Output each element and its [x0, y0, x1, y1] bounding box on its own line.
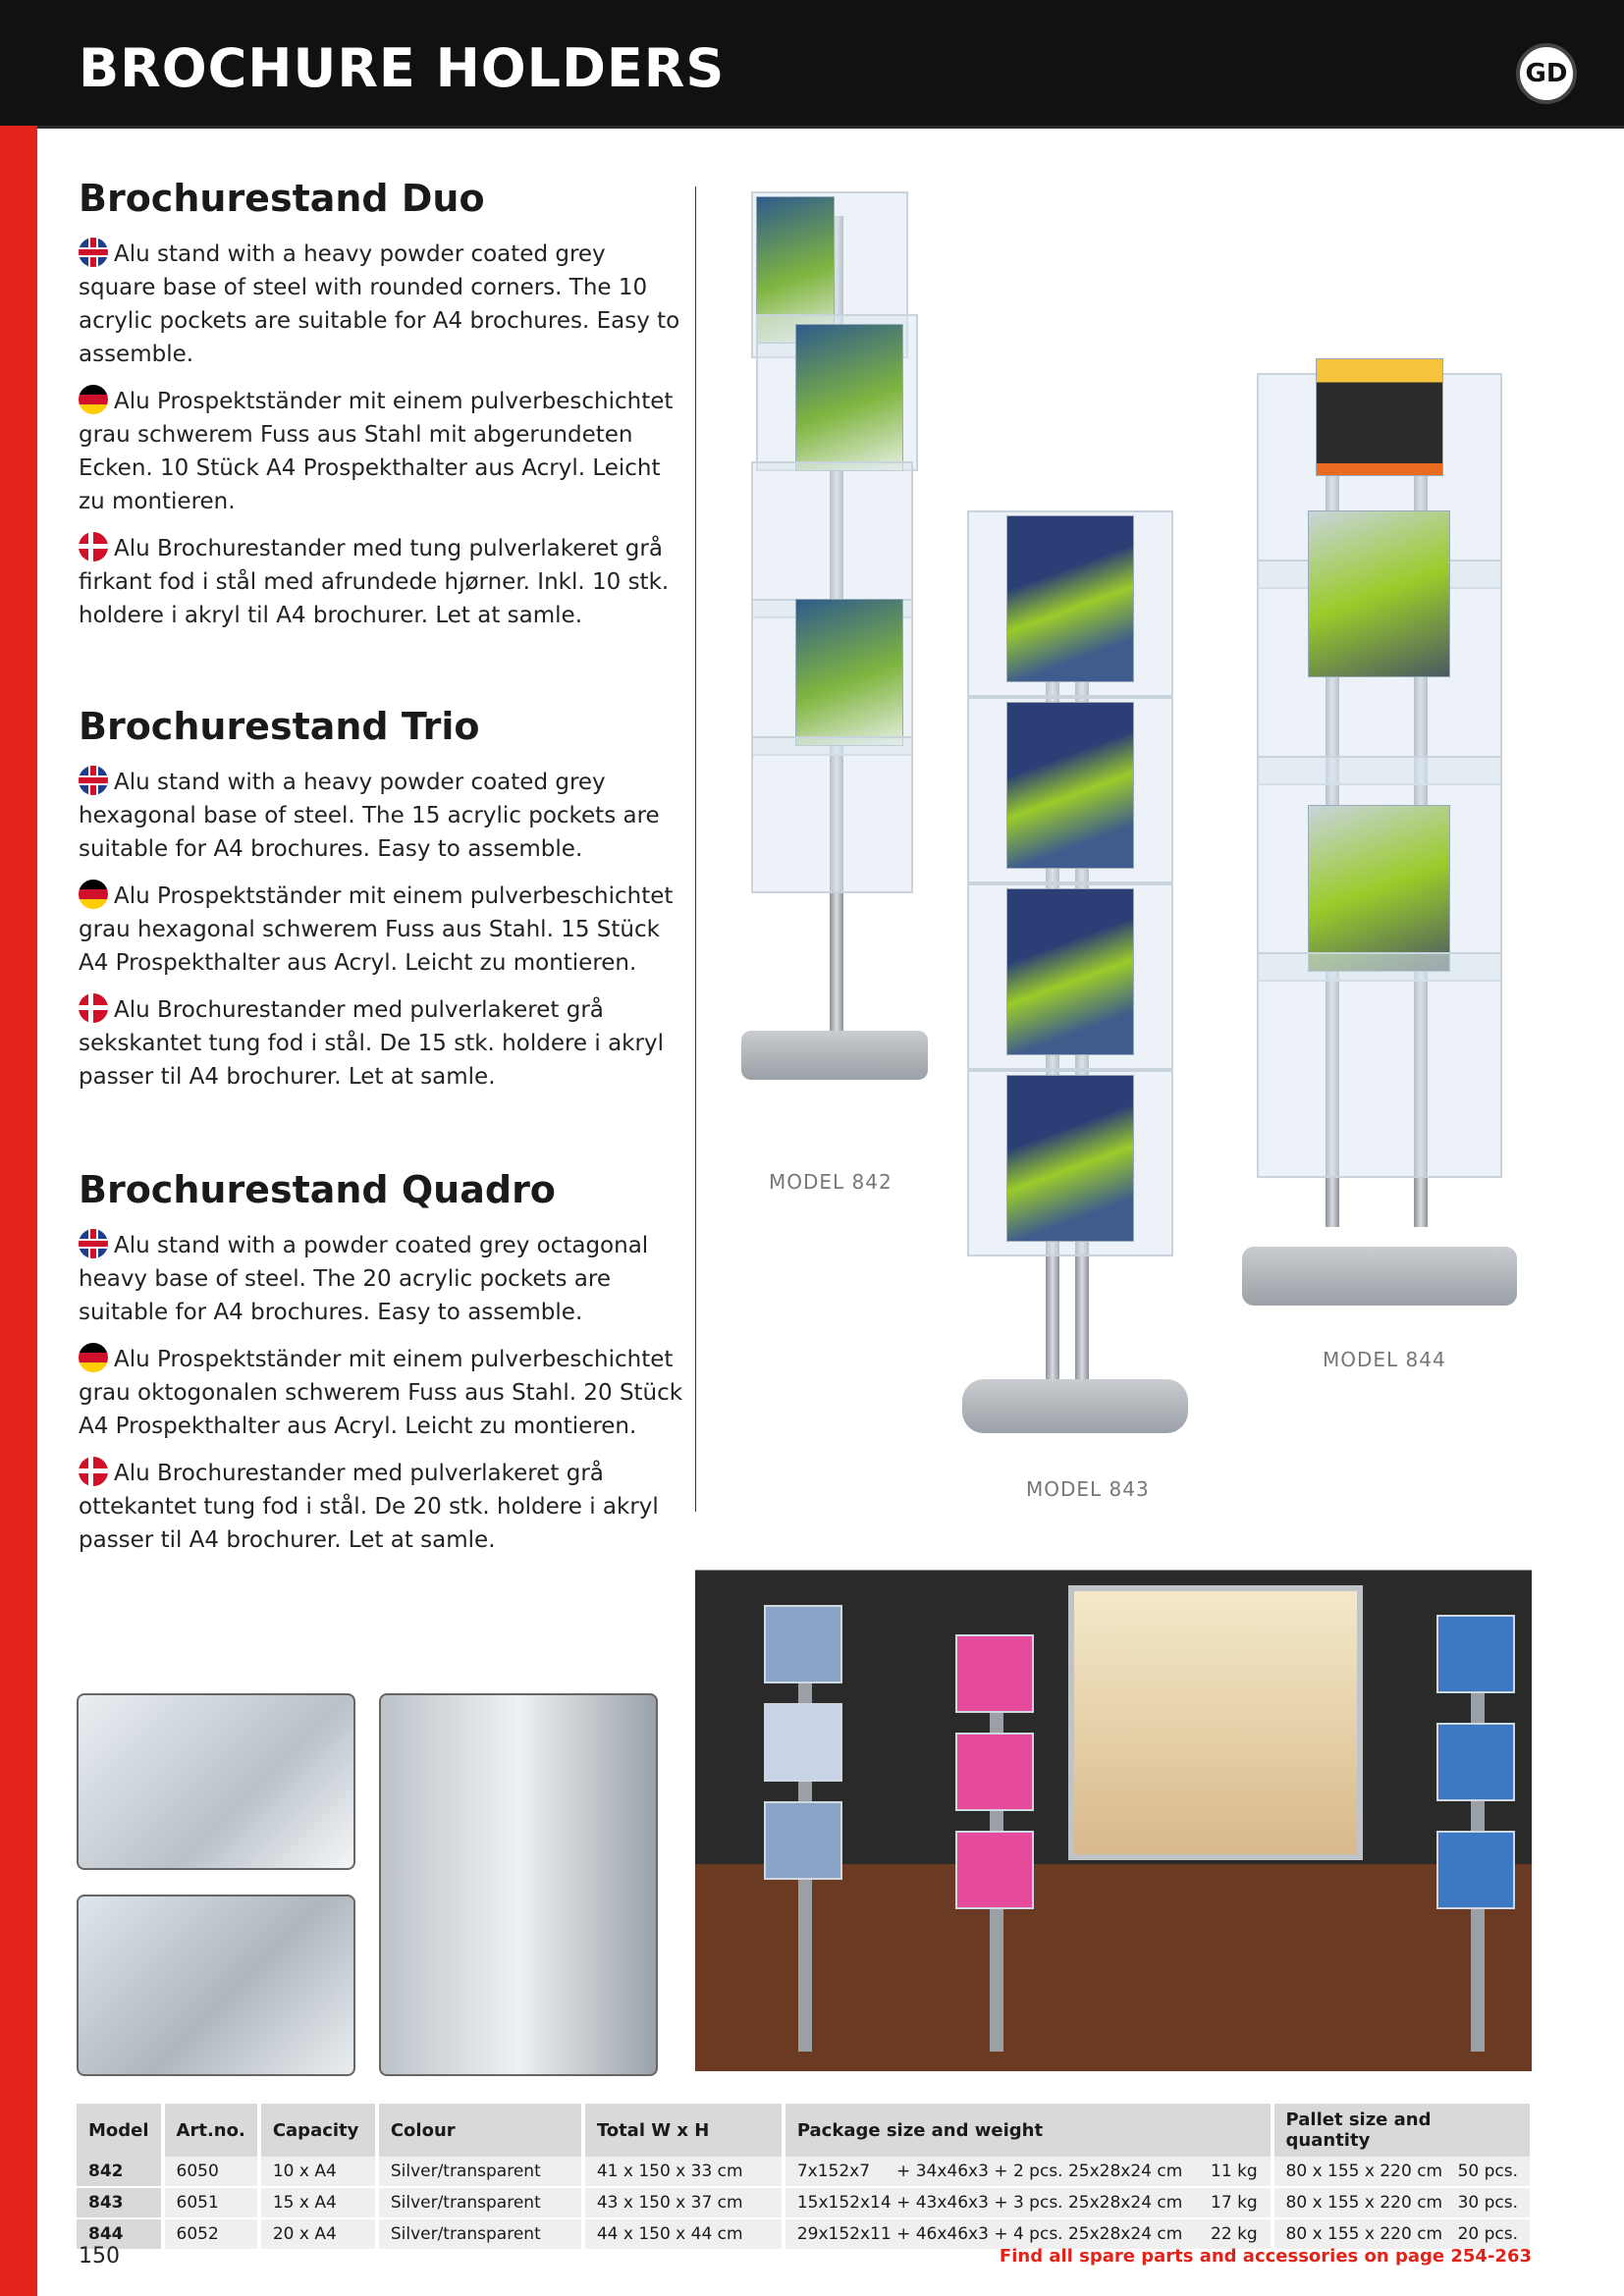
- cell-art-no: 6051: [163, 2187, 259, 2218]
- section-title: Brochurestand Trio: [79, 705, 480, 748]
- section-quadro: [79, 1168, 687, 1571]
- text-content: Alu stand with a heavy powder coated grey square base of steel with rounded corners. The 10 acrylic pockets are suitable for A4 brochures. Easy to assemble.: [79, 241, 680, 367]
- model-label-842: MODEL 842: [769, 1170, 893, 1194]
- header-total: Total W x H: [583, 2104, 784, 2157]
- header-colour: Colour: [377, 2104, 583, 2157]
- text-danish: [79, 1457, 687, 1557]
- store-window: [1068, 1585, 1363, 1860]
- text-content: Alu Brochurestander med tung pulverlakeret grå firkant fod i stål med afrundede hjørner. Inkl. 10 stk. holdere i akryl til A4 brochurer. Let at samle.: [79, 536, 670, 628]
- cell-weight: 17 kg: [1199, 2187, 1272, 2218]
- cell-colour: Silver/transparent: [377, 2187, 583, 2218]
- spare-parts-note: Find all spare parts and accessories on page 254-263: [999, 2246, 1532, 2267]
- pallet-size: 80 x 155 x 220 cm: [1285, 2224, 1443, 2244]
- page-header: [0, 0, 1624, 129]
- danish-flag-icon: [79, 993, 108, 1023]
- product-image-843: [962, 491, 1188, 1453]
- cell-total: 44 x 150 x 44 cm: [583, 2218, 784, 2250]
- product-image-844: [1237, 353, 1522, 1315]
- header-model: Model: [77, 2104, 163, 2157]
- cell-colour: Silver/transparent: [377, 2218, 583, 2250]
- cell-package: 15x152x14 + 43x46x3 + 3 pcs. 25x28x24 cm: [784, 2187, 1199, 2218]
- model-label-844: MODEL 844: [1323, 1348, 1446, 1371]
- german-flag-icon: [79, 1343, 108, 1372]
- text-content: Alu stand with a heavy powder coated grey hexagonal base of steel. The 15 acrylic pockets are suitable for A4 brochures. Easy to assemble.: [79, 770, 660, 862]
- cell-capacity: 10 x A4: [259, 2157, 377, 2187]
- text-content: Alu Prospektständer mit einem pulverbeschichtet grau schwerem Fuss aus Stahl mit abgerundeten Ecken. 10 Stück A4 Prospekthalter aus Acryl. Leicht zu montieren.: [79, 389, 674, 514]
- cell-model: 842: [77, 2157, 163, 2187]
- text-english: [79, 1229, 687, 1329]
- german-flag-icon: [79, 385, 108, 414]
- cell-art-no: 6052: [163, 2218, 259, 2250]
- table-row: [77, 2187, 1532, 2218]
- header-capacity: Capacity: [259, 2104, 377, 2157]
- cell-model: 844: [77, 2218, 163, 2250]
- german-flag-icon: [79, 880, 108, 909]
- text-english: [79, 238, 687, 371]
- brand-logo: [1516, 43, 1577, 104]
- danish-flag-icon: [79, 1457, 108, 1486]
- product-image-842: [727, 187, 943, 1099]
- cell-model: 843: [77, 2187, 163, 2218]
- store-scene-photo: [695, 1526, 1532, 2071]
- cell-package: 7x152x7 + 34x46x3 + 2 pcs. 25x28x24 cm: [784, 2157, 1199, 2187]
- section-trio: [79, 705, 687, 1107]
- logo-text: GD: [1525, 59, 1568, 88]
- detail-photo-clamp: [379, 1693, 658, 2076]
- pallet-size: 80 x 155 x 220 cm: [1285, 2162, 1443, 2181]
- header-pallet: Pallet size and quantity: [1272, 2104, 1532, 2157]
- cell-total: 41 x 150 x 33 cm: [583, 2157, 784, 2187]
- cell-weight: 22 kg: [1199, 2218, 1272, 2250]
- text-danish: [79, 993, 687, 1094]
- cell-art-no: 6050: [163, 2157, 259, 2187]
- text-content: Alu Brochurestander med pulverlakeret grå ottekantet tung fod i stål. De 20 stk. holdere i akryl passer til A4 brochurer. Let at samle.: [79, 1461, 659, 1553]
- uk-flag-icon: [79, 766, 108, 795]
- uk-flag-icon: [79, 1229, 108, 1258]
- column-divider: [695, 187, 696, 1512]
- text-content: Alu stand with a powder coated grey octagonal heavy base of steel. The 20 acrylic pockets are suitable for A4 brochures. Easy to assemble.: [79, 1233, 649, 1325]
- text-danish: [79, 532, 687, 632]
- section-title: Brochurestand Duo: [79, 177, 485, 220]
- header-package: Package size and weight: [784, 2104, 1272, 2157]
- cell-pallet: [1272, 2157, 1532, 2187]
- detail-photo-pocket: [77, 1895, 355, 2076]
- text-english: [79, 766, 687, 866]
- text-german: [79, 1343, 687, 1443]
- model-label-843: MODEL 843: [1026, 1477, 1150, 1501]
- text-content: Alu Brochurestander med pulverlakeret grå sekskantet tung fod i stål. De 15 stk. holdere i akryl passer til A4 brochurer. Let at samle.: [79, 997, 664, 1090]
- specification-table: [77, 2104, 1534, 2251]
- cell-colour: Silver/transparent: [377, 2157, 583, 2187]
- side-accent-bar: [0, 126, 37, 2296]
- pallet-qty: 50 pcs.: [1457, 2162, 1518, 2181]
- pallet-size: 80 x 155 x 220 cm: [1285, 2193, 1443, 2213]
- detail-photo-base: [77, 1693, 355, 1870]
- section-duo: [79, 177, 687, 646]
- text-content: Alu Prospektständer mit einem pulverbeschichtet grau oktogonalen schwerem Fuss aus Stahl. 20 Stück A4 Prospekthalter aus Acryl. Leicht zu montieren.: [79, 1347, 683, 1439]
- page-number: 150: [79, 2244, 120, 2269]
- text-content: Alu Prospektständer mit einem pulverbeschichtet grau hexagonal schwerem Fuss aus Stahl. 15 Stück A4 Prospekthalter aus Acryl. Leicht zu montieren.: [79, 883, 674, 976]
- danish-flag-icon: [79, 532, 108, 561]
- text-german: [79, 385, 687, 518]
- table-row: [77, 2157, 1532, 2187]
- cell-package: 29x152x11 + 46x46x3 + 4 pcs. 25x28x24 cm: [784, 2218, 1199, 2250]
- cell-pallet: [1272, 2187, 1532, 2218]
- uk-flag-icon: [79, 238, 108, 267]
- pallet-qty: 20 pcs.: [1457, 2224, 1518, 2244]
- table-header-row: [77, 2104, 1532, 2157]
- text-german: [79, 880, 687, 980]
- cell-weight: 11 kg: [1199, 2157, 1272, 2187]
- header-art-no: Art.no.: [163, 2104, 259, 2157]
- pallet-qty: 30 pcs.: [1457, 2193, 1518, 2213]
- cell-capacity: 20 x A4: [259, 2218, 377, 2250]
- section-title: Brochurestand Quadro: [79, 1168, 556, 1211]
- cell-total: 43 x 150 x 37 cm: [583, 2187, 784, 2218]
- page-title: BROCHURE HOLDERS: [79, 37, 726, 99]
- cell-capacity: 15 x A4: [259, 2187, 377, 2218]
